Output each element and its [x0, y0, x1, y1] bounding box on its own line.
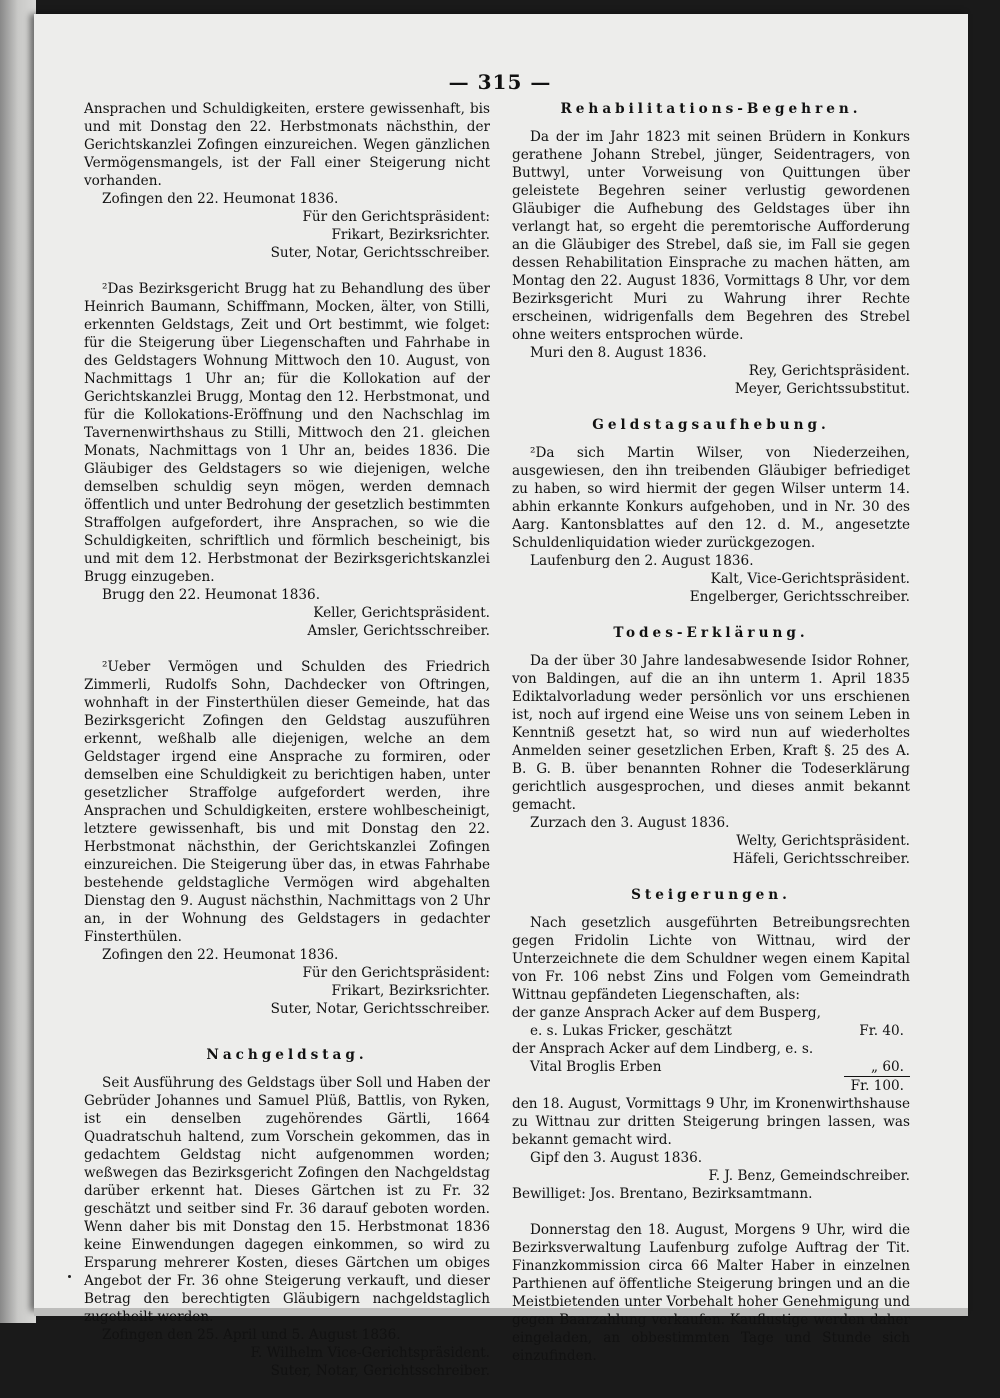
- notice-brugg: [84, 280, 490, 640]
- notice-signature: Für den Gerichtspräsident:: [302, 965, 490, 981]
- notice-steigerung-wittnau: [512, 914, 910, 1203]
- approval-note: Bewilliget: Jos. Brentano, Bezirksamtmann.: [512, 1186, 813, 1202]
- property-description: der ganze Ansprach Acker auf dem Busperg,: [512, 1005, 821, 1021]
- notice-place-date: Zurzach den 3. August 1836.: [530, 815, 730, 831]
- book-spine: [0, 0, 36, 1323]
- right-column: [512, 100, 910, 1383]
- notice-signature: Suter, Notar, Gerichtsschreiber.: [270, 245, 490, 261]
- section-heading-rehabilitation: Rehabilitations-Begehren.: [560, 101, 862, 117]
- notice-place-date: Muri den 8. August 1836.: [530, 345, 707, 361]
- left-column: [84, 100, 490, 1398]
- notice-text: Da der im Jahr 1823 mit seinen Brüdern in Konkurs gerathene Johann Strebel, jünger, Seidentragers, von Buttwyl, unter Vorweisung von Quittungen über geleistete Begehren seiner verlustig gewordenen Gläubiger die Aufhebung des Geldstages über ihn verlangt hat, so ergeht die peremtorische Aufforderung an die Gläubiger des Strebel, daß sie, im Fall sie gegen dessen Rehabilitation Einsprache zu machen hätten, am Montag den 22. August 1836, Vormittags 8 Uhr, vor dem Bezirksgericht Muri zu Wahrung ihrer Rechte erscheinen, widrigenfalls dem Begehren des Strebel ohne weiters entsprochen würde.: [512, 129, 910, 343]
- notice-signature: Häfeli, Gerichtsschreiber.: [732, 851, 910, 867]
- notice-place-date: Gipf den 3. August 1836.: [530, 1150, 703, 1166]
- notice-aufhebung: [512, 444, 910, 606]
- section-heading-nachgeldstag: Nachgeldstag.: [206, 1047, 368, 1063]
- list-item: [512, 1040, 910, 1058]
- property-description: Vital Broglis Erben: [530, 1059, 662, 1075]
- property-description: e. s. Lukas Fricker, geschätzt: [530, 1023, 732, 1039]
- notice-signature: Keller, Gerichtspräsident.: [313, 605, 490, 621]
- page-number: — 315 —: [448, 70, 552, 94]
- price-total-row: [512, 1077, 910, 1096]
- notice-place-date: Zofingen den 25. April und 5. August 1836.: [102, 1327, 401, 1343]
- notice-place-date: Laufenburg den 2. August 1836.: [530, 553, 754, 569]
- notice-zofingen-1: [84, 100, 490, 262]
- notice-todes: [512, 652, 910, 868]
- list-item: [512, 1058, 910, 1077]
- notice-text: Ansprachen und Schuldigkeiten, erstere gewissenhaft, bis und mit Donstag den 22. Herbstmonats nächsthin, der Gerichtskanzlei Zofingen einzureichen. Wegen gänzlichen Vermögensmangels, ist der Fall einer Steigerung nicht vorhanden.: [84, 101, 490, 189]
- notice-text: ²Das Bezirksgericht Brugg hat zu Behandlung des über Heinrich Baumann, Schiffmann, Mocken, älter, von Stilli, erkennten Geldstags, Zeit und Ort bestimmt, wie folget: für die Steigerung über Liegenschaften und Fahrhabe in des Geldstagers Wohnung Mittwoch den 10. August, von Nachmittags 1 Uhr an; für die Kollokation auf der Gerichtskanzlei Brugg, Montag den 12. Herbstmonat, und für die Kollokations-Eröffnung und den Nachschlag im Tavernenwirthshaus zu Stilli, Mittwoch den 21. gleichen Monats, Nachmittags von 1 Uhr an, beides 1836. Die Gläubiger des Geldstagers so wie diejenigen, welche demselben schuldig seyn mögen, werden demnach öffentlich und unter Bedrohung der gesetzlich bestimmten Straffolgen aufgefordert, ihre Ansprachen, so wie die Schuldigkeiten, schriftlich und förmlich bescheinigt, bis und mit dem 12. Herbstmonat der Bezirksgerichtskanzlei Brugg einzugeben.: [84, 281, 490, 585]
- notice-place-date: Zofingen den 22. Heumonat 1836.: [102, 947, 339, 963]
- notice-signature: Frikart, Bezirksrichter.: [331, 227, 490, 243]
- notice-text: Seit Ausführung des Geldstags über Soll und Haben der Gebrüder Johannes und Samuel Plüß, Battlis, von Ryken, ist ein denselben zugehörendes Gärtli, 1664 Quadratschuh haltend, zum Vorschein gekommen, das in gedachtem Geldstag nicht aufgenommen worden; weßwegen das Bezirksgericht Zofingen den Nachgeldstag darüber erkennt hat. Dieses Gärtchen ist zu Fr. 32 geschätzt und seitber sind Fr. 36 darauf geboten worden. Wenn daher bis mit Donstag den 15. Herbstmonat 1836 keine Einwendungen dagegen einkommen, so wird zu Ersparung mehrerer Kosten, dieses Gärtchen um obiges Angebot der Fr. 36 ohne Steigerung verkauft, und dieser Betrag den berechtigten Gläubigern nachgeldstaglich zugetheilt werden.: [84, 1075, 490, 1325]
- notice-signature: Meyer, Gerichtssubstitut.: [734, 381, 910, 397]
- property-price: [844, 1040, 910, 1058]
- notice-text: den 18. August, Vormittags 9 Uhr, im Kronenwirthshause zu Wittnau zur dritten Steigerung bringen lassen, was bekannt gemacht wird.: [512, 1096, 910, 1148]
- notice-zimmerli: [84, 658, 490, 1018]
- property-price: „ 60.: [871, 1059, 904, 1075]
- notice-signature: Welty, Gerichtspräsident.: [736, 833, 910, 849]
- notice-signature: Für den Gerichtspräsident:: [302, 209, 490, 225]
- notice-text: Nach gesetzlich ausgeführten Betreibungsrechten gegen Fridolin Lichte von Wittnau, wird der Unterzeichnete die dem Schuldner wegen einem Kapital von Fr. 106 nebst Zins und Folgen vom Gemeindrath Wittnau gepfändeten Liegenschaften, als:: [512, 915, 910, 1003]
- notice-signature: Rey, Gerichtspräsident.: [748, 363, 910, 379]
- notice-signature: Kalt, Vice-Gerichtspräsident.: [710, 571, 910, 587]
- notice-signature: Engelberger, Gerichtsschreiber.: [689, 589, 910, 605]
- list-item: [512, 1022, 910, 1040]
- notice-text: Da der über 30 Jahre landesabwesende Isidor Rohner, von Baldingen, auf die an ihn unterm 1. April 1835 Ediktalvorladung weder persönlich vor uns erschienen ist, noch auf irgend eine Weise uns von seinem Leben in Kenntniß gesetzt hat, so wird nun auf wiederholtes Anmelden seiner gesetzlichen Erben, Kraft §. 25 des A. B. G. B. über benannten Rohner die Todeserklärung gerichtlich ausgesprochen, und dieses anmit bekannt gemacht.: [512, 653, 910, 813]
- notice-steigerung-laufenburg: [512, 1221, 910, 1365]
- notice-signature: F. J. Benz, Gemeindschreiber.: [708, 1168, 910, 1184]
- notice-signature: F. Wilhelm Vice-Gerichtspräsident.: [250, 1345, 490, 1361]
- notice-signature: Suter, Notar, Gerichtsschreiber.: [270, 1363, 490, 1379]
- list-item: [512, 1004, 910, 1022]
- notice-text: ²Ueber Vermögen und Schulden des Friedrich Zimmerli, Rudolfs Sohn, Dachdecker von Oftringen, wohnhaft in der Finsterthülen dieser Gemeinde, hat das Bezirksgericht Zofingen den Geldstag auszuführen erkennt, weßhalb alle diejenigen, welche an dem Geldstager irgend eine Ansprache zu formiren, oder demselben eine Schuldigkeit zu berichtigen haben, unter gesetzlicher Straffolge aufgefordert werden, ihre Ansprachen und Schuldigkeiten, erstere wohlbescheinigt, letztere gewissenhaft, bis und mit Donstag den 22. Herbstmonat nächsthin, der Gerichtskanzlei Zofingen einzureichen. Die Steigerung über das, in etwas Fahrhabe bestehende geldstagliche Vermögen wird abgehalten Dienstag den 9. August nächsthin, Nachmittags von 2 Uhr an, in der Wohnung des Geldstagers in gedachter Finsterthülen.: [84, 659, 490, 945]
- notice-rehabilitation: [512, 128, 910, 398]
- section-heading-aufhebung: Geldstagsaufhebung.: [592, 417, 830, 433]
- notice-place-date: Zofingen den 22. Heumonat 1836.: [102, 191, 339, 207]
- notice-signature: Suter, Notar, Gerichtsschreiber.: [270, 1001, 490, 1017]
- property-price: Fr. 40.: [859, 1023, 904, 1039]
- property-price-list: [512, 1004, 910, 1095]
- notice-text: Donnerstag den 18. August, Morgens 9 Uhr, wird die Bezirksverwaltung Laufenburg zufolge Auftrag der Tit. Finanzkommission circa 66 Malter Haber in einzelnen Parthienen auf öffentliche Steigerung bringen und an die Meistbietenden unter Vorbehalt hoher Genehmigung und gegen Baarzahlung verkaufen. Kauflustige werden daher eingeladen, an obbestimmten Tage und Stunde sich einzufinden.: [512, 1222, 910, 1364]
- price-total: Fr. 100.: [844, 1077, 910, 1096]
- speck-mark: [68, 1275, 71, 1278]
- notice-place-date: Brugg den 22. Heumonat 1836.: [102, 587, 321, 603]
- notice-nachgeldstag: [84, 1074, 490, 1380]
- property-price: [844, 1004, 910, 1022]
- property-description: der Ansprach Acker auf dem Lindberg, e. s.: [512, 1041, 814, 1057]
- notice-text: ²Da sich Martin Wilser, von Niederzeihen, ausgewiesen, den ihn treibenden Gläubiger befriediget zu haben, so wird hiermit der gegen Wilser unterm 14. abhin erkannte Konkurs aufgehoben, und in Nr. 30 des Aarg. Kantonsblattes auf den 12. d. M., angesetzte Schuldenliquidation wieder zurückgezogen.: [512, 445, 910, 551]
- notice-signature: Amsler, Gerichtsschreiber.: [307, 623, 490, 639]
- notice-signature: Frikart, Bezirksrichter.: [331, 983, 490, 999]
- section-heading-steigerungen: Steigerungen.: [631, 887, 791, 903]
- section-heading-todes: Todes-Erklärung.: [613, 625, 809, 641]
